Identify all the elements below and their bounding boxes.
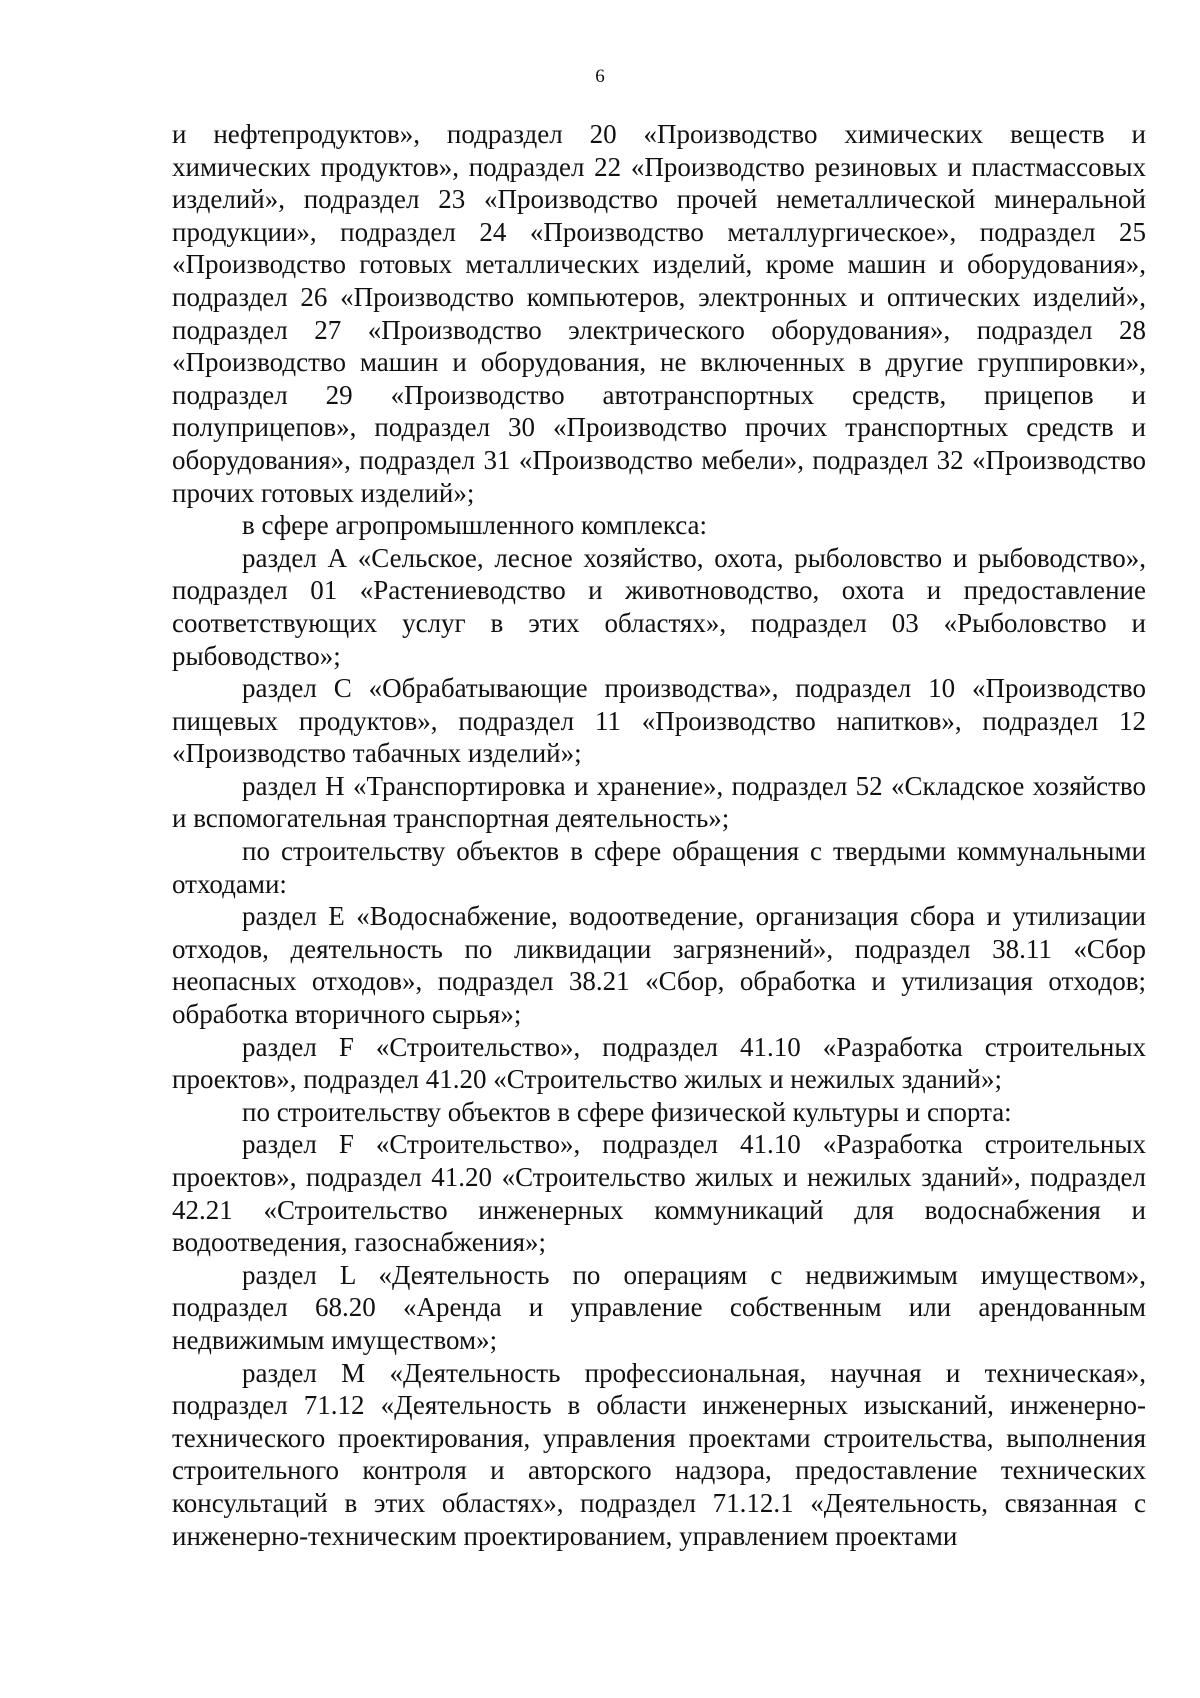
paragraph-section-c: раздел С «Обрабатывающие производства», подраздел 10 «Производство пищевых продуктов», подраздел 11 «Производство напитков», подраздел 12 «Производство табачных изделий»;: [172, 673, 1146, 769]
paragraph-sport-heading: по строительству объектов в сфере физической культуры и спорта:: [242, 1096, 1012, 1127]
paragraph-section-e: раздел Е «Водоснабжение, водоотведение, организация сбора и утилизации отходов, деятельность по ликвидации загрязнений», подраздел 38.11 «Сбор неопасных отходов», подраздел 38.21 «Сбор, обработка и утилизация отходов; обработка вторичного сырья»;: [172, 901, 1146, 1030]
paragraph-section-f-waste: раздел F «Строительство», подраздел 41.10 «Разработка строительных проектов», подраздел 41.20 «Строительство жилых и нежилых зданий»;: [172, 1031, 1146, 1095]
document-body: [172, 118, 1146, 1552]
paragraph-waste-heading: по строительству объектов в сфере обращения с твердыми коммунальными отходами:: [172, 836, 1146, 899]
page-number: 6: [595, 66, 605, 87]
paragraph-section-m: раздел М «Деятельность профессиональная, научная и техническая», подраздел 71.12 «Деятельность в области инженерных изысканий, инженерно-технического проектирования, управления проектами строительства, выполнения строительного контроля и авторского надзора, предоставление технических консультаций в этих областях», подраздел 71.12.1 «Деятельность, связанная с инженерно-техническим проектированием, управлением проектами: [172, 1357, 1146, 1551]
paragraph-section-l: раздел L «Деятельность по операциям с недвижимым имуществом», подраздел 68.20 «Аренда и управление собственным или арендованным недвижимым имуществом»;: [172, 1259, 1146, 1355]
paragraph-agro-heading: в сфере агропромышленного комплекса:: [242, 510, 708, 541]
paragraph-section-h: раздел Н «Транспортировка и хранение», подраздел 52 «Складское хозяйство и вспомогательная транспортная деятельность»;: [172, 770, 1146, 834]
paragraph-section-a: раздел А «Сельское, лесное хозяйство, охота, рыболовство и рыбоводство», подраздел 01 «Растениеводство и животноводство, охота и предоставление соответствующих услуг в этих областях», подраздел 03 «Рыболовство и рыбоводство»;: [172, 542, 1146, 671]
paragraph-manufacturing-continued: и нефтепродуктов», подраздел 20 «Производство химических веществ и химических продуктов», подраздел 22 «Производство резиновых и пластмассовых изделий», подраздел 23 «Производство прочей неметаллической минеральной продукции», подраздел 24 «Производство металлургическое», подраздел 25 «Производство готовых металлических изделий, кроме машин и оборудования», подраздел 26 «Производство компьютеров, электронных и оптических изделий», подраздел 27 «Производство электрического оборудования», подраздел 28 «Производство машин и оборудования, не включенных в другие группировки», подраздел 29 «Производство автотранспортных средств, прицепов и полуприцепов», подраздел 30 «Производство прочих транспортных средств и оборудования», подраздел 31 «Производство мебели», подраздел 32 «Производство прочих готовых изделий»;: [172, 119, 1146, 508]
paragraph-section-f-sport: раздел F «Строительство», подраздел 41.10 «Разработка строительных проектов», подраздел 41.20 «Строительство жилых и нежилых зданий», подраздел 42.21 «Строительство инженерных коммуникаций для водоснабжения и водоотведения, газоснабжения»;: [172, 1129, 1146, 1258]
